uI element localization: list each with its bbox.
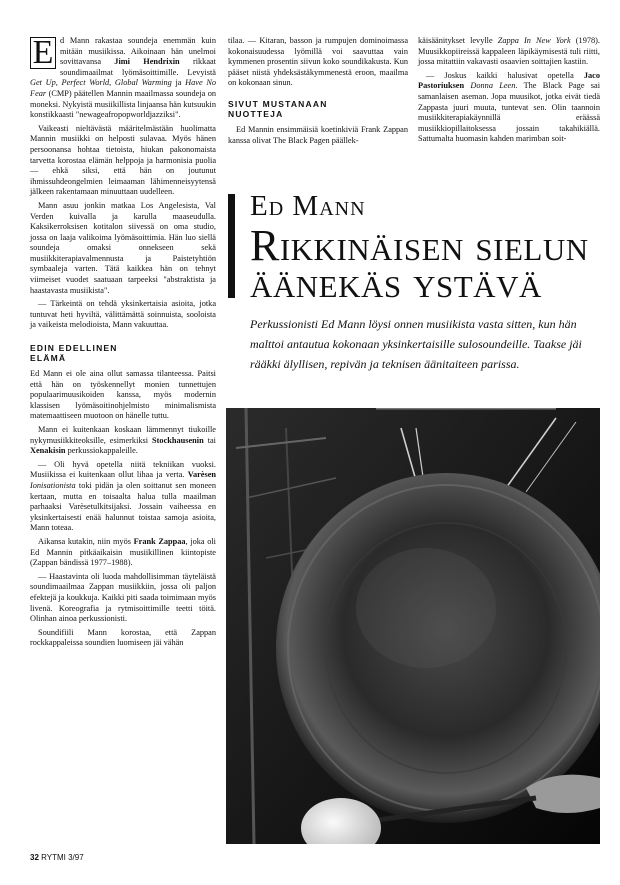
gong-photo	[226, 408, 600, 844]
body-paragraph: — Haastavinta oli luoda mahdollisimman täyteläistä soundimaailmaa Zappan musiikkiin, jossa oli paljon efektejä ja koukkuja. Kaikki piti saada toimimaan myös livenä. Koreografia ja rytmisoittimille teetti töitä. Olinhan ainoa perkussionisti.	[30, 571, 216, 624]
intro-paragraph: E d Mann rakastaa soundeja enemmän kuin mitään musiikissa. Aikoinaan hän unelmoi sovittavansa Jimi Hendrixin rikkaat soundimaailmat lyömäsoittimille. Levyistä Get Up, Perfect World, Global Warming ja Have No Fear (CMP) päätellen Mannin maailmassa soundeja on moneksi. Nykyistä musiikillista linjaansa hän kutsuukin konstikkaasti "newageafropopworldjazziksi".	[30, 34, 217, 120]
body-paragraph: Mann asuu jonkin matkaa Los Angelesista, Val Verden kuivalla ja karulla maaseudulla. Kaksikerroksisen kotitalon siivessä on oma studio, jossa on laaja valikoima lyömäsoittimia. Hän luo siellä soundeja omaksi onnekseen sekä musiikkiterapiavalmennusta ja Paistetyhtiön symbaaleja varten. Tätä kaikkea hän on tehnyt viimeiset vuodet saatuaan tarpeeksi "abstraktista ja haastavasta musiikista".	[30, 200, 216, 295]
body-paragraph: — Oli hyvä opetella niitä tekniikan vuoksi. Musiikissa ei kuitenkaan ollut lihaa ja verta. Varèsen Ionisationista toki pidän ja olen soittanut sen moneen kertaan, mutta en toisaalta halua tulla maailman parhaaksi Varèsetulkitsijaksi. Jossain vaiheessa en yksinkertaisesti enää halunnut toistaa samoja asioita, Mann toteaa.	[30, 459, 216, 533]
article-column-3	[418, 36, 600, 148]
body-paragraph: Ed Mannin ensimmäisiä koetinkiviä Frank Zappan kanssa olivat The Black Pagen päällek-	[228, 124, 408, 145]
page-footer	[30, 853, 84, 862]
gong-photo-illustration	[226, 408, 600, 844]
section-heading: EDIN EDELLINEN ELÄMÄ	[30, 343, 118, 364]
body-paragraph: — Joskus kaikki halusivat opetella Jaco Pastoriuksen Donna Leen. The Black Page sai samanlaisen aseman. Jopa muusikot, jotka eivät tiedä Zappasta juuri muuta, tuntevat sen. Olin taannoin musiikkiterapiakäynnillä eräässä musiikkiopillaitoksessa jossain takahikiällä. Sattumalta huomasin kahden marimban soit-	[418, 70, 600, 144]
drop-cap: E	[30, 37, 56, 69]
body-paragraph: Mann ei kuitenkaan koskaan lämmennyt tiukoille nykymusiikkiteoksille, esimerkiksi Stockhausenin tai Xenakisin perkussiokappaleille.	[30, 425, 216, 456]
body-paragraph: Ed Mann ei ole aina ollut samassa tilanteessa. Paitsi että hän on työskennellyt monien tunnettujen populaarimuusikoiden kanssa, myös modernin klassisen lyömäsoitinohjelmisto minimalismista matemaattiseen muotoon on hänelle tuttu.	[30, 369, 216, 421]
headline-title: Rikkinäisen sielun	[250, 221, 589, 270]
headline-kicker: Ed Mann	[250, 190, 366, 222]
headline-rule	[228, 194, 235, 298]
headline-title-line-2: äänekäs ystävä	[250, 258, 542, 307]
page-number: 32	[30, 853, 39, 862]
body-paragraph: Soundifiili Mann korostaa, että Zappan rockkappaleissa soundien luomiseen jäi vähän	[30, 627, 216, 648]
lead-paragraph: Perkussionisti Ed Mann löysi onnen musiikista vasta sitten, kun hän malttoi antautua kokonaan yksinkertaisille sulosoundeille. Taakse jäi rääkki älyllisen, repivän ja teknisen äänitaiteen parissa.	[250, 317, 582, 371]
body-paragraph: — Tärkeintä on tehdä yksinkertaisia asioita, jotka tuntuvat heti hyviltä, välittämättä soinnuista, sooloista ja vaikeista melodioista, Mann vakuuttaa.	[30, 299, 216, 330]
body-paragraph: käisäänitykset levylle Zappa In New York (1978). Muusikkopiireissä kappaleen läpikäymisestä tuli riitti, jossa mitattiin vakavasti osaavien soittajien kastiin.	[418, 36, 600, 67]
section-heading: SIVUT MUSTANAAN NUOTTEJA	[228, 98, 328, 119]
body-paragraph: Aikansa kutakin, niin myös Frank Zappaa, joka oli Ed Mannin pitkäaikaisin musiikillinen kiintopiste (Zappan bändissä 1977–1988).	[30, 536, 216, 568]
body-paragraph: tilaa. — Kitaran, basson ja rumpujen dominoimassa kokonaisuudessa lyömillä voi saavuttaa vain kymmenen prosentin siivun koko soundikakusta. Kun pääset niistä yhdeksästäkymmenestä eroon, maailma on kokonaan sinun.	[228, 36, 408, 88]
article-column-2	[228, 36, 408, 149]
magazine-issue: RYTMI 3/97	[41, 853, 84, 862]
article-column-1	[30, 36, 216, 652]
body-paragraph: Vaikeasti nieltävästä määritelmästään huolimatta Mannin musiikki on helposti sulavaa. Myös hänen persoonansa hohtaa tietoista, hiukan pakonomaista tarvetta korostaa elämän helppoja ja harmonisia puolia — ehkä siksi, että hän on joutunut ihmissuhdeongelmien leimaaman lähimenneisyytensä jälkeen rakentamaan minuuttaan uudelleen.	[30, 123, 216, 197]
